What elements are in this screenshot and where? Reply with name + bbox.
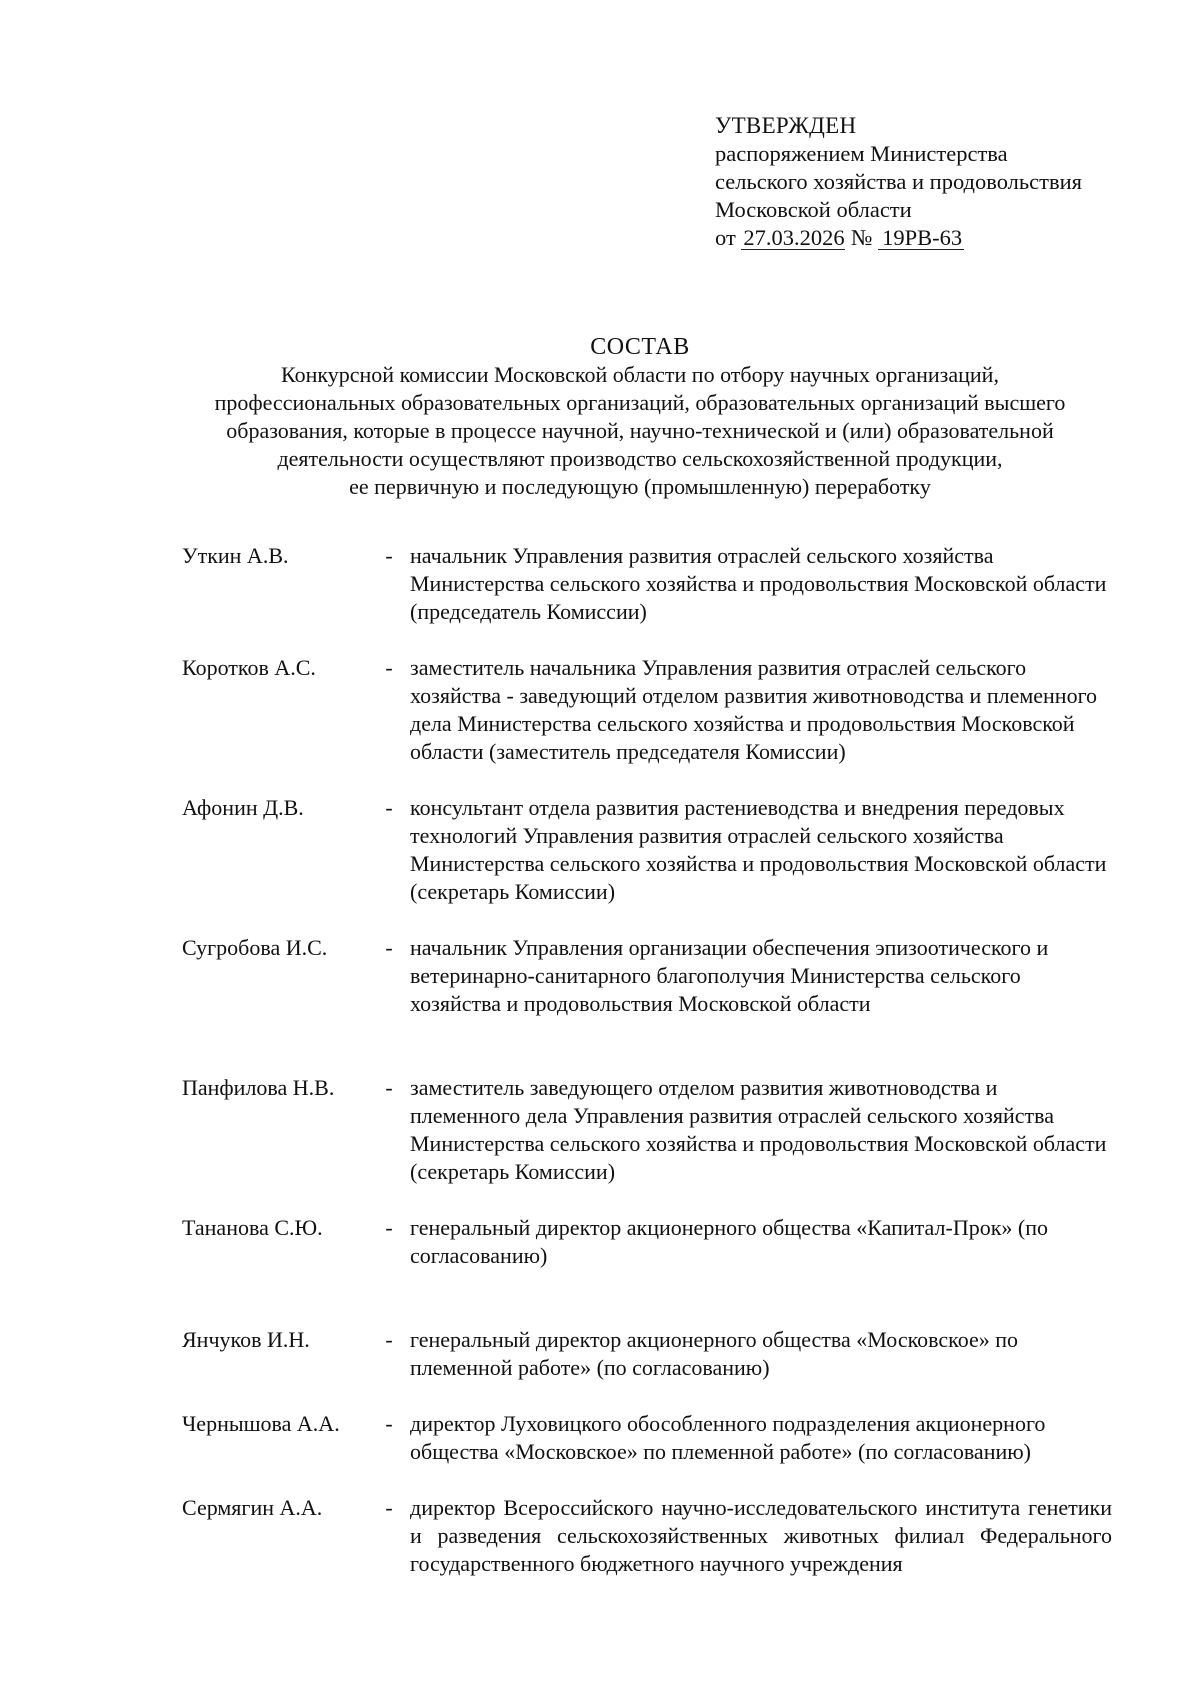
title-heading: СОСТАВ [590, 334, 690, 360]
member-entry [182, 1214, 1122, 1270]
member-role: генеральный директор акционерного общества «Московское» по племенной работе» (по согласованию) [410, 1327, 1019, 1380]
approval-number: 19РВ-63 [878, 227, 964, 250]
member-name: Чернышова А.А. [182, 1411, 340, 1436]
member-name: Сугробова И.С. [182, 935, 328, 960]
member-role: начальник Управления развития отраслей сельского хозяйства Министерства сельского хозяйства и продовольствия Московской области (председатель Комиссии) [410, 543, 1107, 624]
approval-line-1: распоряжением Министерства [715, 141, 1008, 166]
title-line-2: профессиональных образовательных организаций, образовательных организаций высшего [214, 390, 1066, 415]
member-name: Тананова С.Ю. [182, 1215, 323, 1240]
member-dash: - [385, 1411, 393, 1436]
member-name: Коротков А.С. [182, 655, 316, 680]
members-list [182, 542, 1122, 1578]
number-prefix: № [851, 225, 873, 250]
member-dash: - [385, 1075, 393, 1100]
member-entry [182, 1326, 1122, 1382]
title-line-3: образования, которые в процессе научной, научно-технической и (или) образовательной [226, 418, 1054, 443]
member-dash: - [385, 795, 393, 820]
member-name: Панфилова Н.В. [182, 1075, 335, 1100]
title-line-1: Конкурсной комиссии Московской области по отбору научных организаций, [281, 362, 999, 387]
member-name: Янчуков И.Н. [182, 1327, 310, 1352]
member-role: консультант отдела развития растениеводства и внедрения передовых технологий Управления развития отраслей сельского хозяйства Министерства сельского хозяйства и продовольствия Московской области (секретарь Комиссии) [410, 795, 1107, 904]
member-name: Сермягин А.А. [182, 1495, 323, 1520]
member-dash: - [385, 543, 393, 568]
member-entry [182, 934, 1122, 1018]
member-dash: - [385, 1495, 393, 1520]
member-entry [182, 542, 1122, 626]
member-role: директор Всероссийского научно-исследовательского института генетики и разведения сельскохозяйственных животных филиал Федерального государственного бюджетного научного учреждения [410, 1495, 1112, 1576]
member-entry [182, 1494, 1122, 1578]
member-entry [182, 794, 1122, 906]
approval-line-3: Московской области [715, 197, 912, 222]
member-role: генеральный директор акционерного общества «Капитал-Прок» (по согласованию) [410, 1215, 1048, 1268]
member-entry [182, 1074, 1122, 1186]
date-prefix: от [715, 225, 736, 250]
document-title [160, 333, 1120, 501]
member-role: директор Луховицкого обособленного подразделения акционерного общества «Московское» по племенной работе» (по согласованию) [410, 1411, 1046, 1464]
approval-line-2: сельского хозяйства и продовольствия [715, 169, 1082, 194]
title-line-5: ее первичную и последующую (промышленную) переработку [349, 474, 931, 499]
member-dash: - [385, 1327, 393, 1352]
title-line-4: деятельности осуществляют производство сельскохозяйственной продукции, [277, 446, 1003, 471]
member-dash: - [385, 935, 393, 960]
member-dash: - [385, 1215, 393, 1240]
approval-date: 27.03.2026 [743, 225, 845, 250]
member-role: заместитель заведующего отделом развития животноводства и племенного дела Управления развития отраслей сельского хозяйства Министерства сельского хозяйства и продовольствия Московской области (секретарь Комиссии) [410, 1075, 1107, 1184]
approval-stamp [715, 112, 1155, 252]
member-name: Уткин А.В. [182, 543, 289, 568]
approval-heading: УТВЕРЖДЕН [715, 113, 857, 138]
member-role: заместитель начальника Управления развития отраслей сельского хозяйства - заведующий отделом развития животноводства и племенного дела Министерства сельского хозяйства и продовольствия Московской области (заместитель председателя Комиссии) [410, 655, 1098, 764]
member-entry [182, 1410, 1122, 1466]
member-role: начальник Управления организации обеспечения эпизоотического и ветеринарно-санитарного благополучия Министерства сельского хозяйства и продовольствия Московской области [410, 935, 1049, 1016]
approval-date-line [715, 224, 1155, 252]
member-name: Афонин Д.В. [182, 795, 304, 820]
member-dash: - [385, 655, 393, 680]
member-entry [182, 654, 1122, 766]
